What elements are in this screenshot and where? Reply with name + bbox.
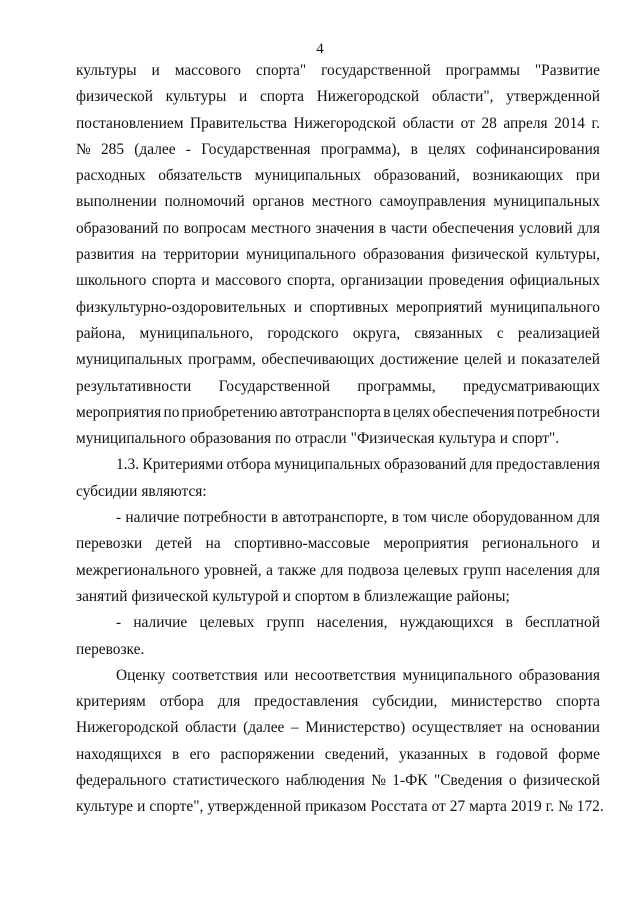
word: и	[293, 298, 302, 316]
word: Министерство)	[305, 719, 406, 737]
word: городского	[267, 324, 339, 342]
word: детей	[155, 535, 193, 553]
word: предоставления	[254, 693, 359, 711]
word: для	[217, 693, 241, 711]
text-line	[76, 794, 604, 820]
word: перевозке.	[76, 640, 145, 658]
word: –	[290, 719, 299, 737]
word: местного	[311, 193, 372, 211]
word: на	[205, 535, 221, 553]
text-line	[76, 715, 600, 741]
text-line	[76, 479, 600, 505]
word: целях	[428, 140, 466, 158]
word: муниципального,	[139, 324, 254, 342]
word: автотранспорта	[279, 403, 382, 421]
word: с	[496, 324, 504, 342]
word: и	[239, 88, 248, 106]
word: культуры,	[535, 246, 600, 264]
text-line	[76, 137, 600, 163]
word: культуры	[76, 62, 137, 79]
text-line	[76, 268, 600, 294]
word: -	[116, 614, 122, 632]
word: Правительства	[190, 114, 287, 132]
word: в	[171, 745, 180, 763]
word: спорта	[259, 88, 304, 106]
word: местного	[250, 219, 311, 237]
word: потребности	[183, 509, 267, 527]
word: спорта"	[255, 62, 307, 79]
word: физической	[76, 88, 153, 106]
text-line	[76, 426, 600, 452]
word: мероприятия	[76, 403, 162, 421]
word: массового	[174, 62, 241, 79]
word: Нижегородской	[316, 88, 420, 106]
word: целевых	[403, 561, 459, 579]
word: Нижегородской	[76, 719, 179, 737]
word: годовой	[496, 745, 548, 763]
word: и	[282, 587, 291, 605]
word: спортивных	[309, 298, 389, 316]
text-line	[76, 531, 600, 557]
text-line	[76, 637, 600, 663]
word: перевозки	[76, 535, 143, 553]
word: округа,	[352, 324, 401, 342]
word: нуждающихся	[399, 614, 494, 632]
text-line	[76, 400, 600, 426]
text-line	[76, 610, 600, 636]
word: района,	[76, 324, 126, 342]
word: по	[163, 403, 180, 421]
word: территории	[163, 246, 240, 264]
word: бесплатной	[525, 614, 600, 632]
word: и	[507, 351, 516, 369]
word: спорта	[555, 693, 600, 711]
word: являются:	[141, 482, 207, 500]
word: и	[151, 62, 160, 79]
text-line	[76, 374, 600, 400]
word: о	[508, 772, 517, 790]
word: критериям	[76, 693, 146, 711]
word: также	[277, 561, 317, 579]
word: (далее	[134, 140, 176, 158]
word: г.	[591, 114, 600, 132]
word: форме	[558, 745, 600, 763]
word: обеспечения	[432, 219, 515, 237]
text-line	[76, 347, 600, 373]
word: области	[185, 719, 237, 737]
word: районы;	[456, 587, 510, 605]
word: в	[383, 403, 391, 421]
text-line	[76, 558, 600, 584]
word: развития	[76, 246, 135, 264]
word: -	[116, 509, 122, 527]
word: межрегионального	[76, 561, 200, 579]
word: образования	[363, 246, 445, 264]
word: подвоза	[347, 561, 400, 579]
word: 1-ФК	[392, 772, 428, 790]
word: отбора	[159, 693, 204, 711]
word: 2019	[510, 798, 542, 816]
text-line	[76, 163, 600, 189]
text-line	[76, 216, 600, 242]
word: его	[189, 745, 211, 763]
word: регионального	[482, 535, 579, 553]
word: осуществляет	[411, 719, 503, 737]
word: постановлением	[76, 114, 184, 132]
text-line	[76, 742, 600, 768]
word: Нижегородской	[293, 114, 396, 132]
text-line	[76, 84, 600, 110]
text-line	[76, 452, 600, 478]
word: спортом	[294, 587, 349, 605]
word: статистического	[172, 772, 280, 790]
text-line	[76, 584, 600, 610]
word: в	[391, 509, 399, 527]
word: полномочий	[164, 193, 245, 211]
word: автотранспорте,	[282, 509, 388, 527]
word: распоряжении	[220, 745, 315, 763]
document-body	[76, 58, 604, 821]
word: находящихся	[76, 745, 162, 763]
word: групп	[266, 614, 305, 632]
word: №	[371, 772, 386, 790]
word: 1.3.	[116, 456, 140, 474]
word: муниципальных	[76, 351, 183, 369]
word: физической	[523, 772, 600, 790]
word: муниципального	[490, 298, 600, 316]
word: и	[201, 272, 210, 290]
page-number: 4	[316, 41, 324, 57]
word: населения	[505, 561, 573, 579]
word: государственной	[321, 62, 431, 79]
word: близлежащие	[364, 587, 453, 605]
word: спорт".	[511, 430, 560, 448]
word: 285	[100, 140, 125, 158]
text-line	[76, 242, 600, 268]
word: "Развитие	[534, 62, 600, 79]
word: занятий	[76, 587, 128, 605]
word: и	[499, 430, 508, 448]
word: муниципального	[246, 246, 356, 264]
word: показателей	[521, 351, 600, 369]
word: образований	[76, 219, 159, 237]
word: числе	[431, 509, 469, 527]
word: от	[460, 114, 475, 132]
word: приказом	[305, 798, 367, 816]
word: проведения	[428, 272, 505, 290]
text-line	[76, 663, 600, 689]
word: культура	[438, 430, 496, 448]
word: образований,	[373, 167, 460, 185]
word: отрасли	[294, 430, 347, 448]
text-line	[76, 689, 600, 715]
word: для	[577, 561, 600, 579]
word: в	[478, 745, 486, 763]
word: культурой	[212, 587, 279, 605]
text-line	[76, 768, 600, 794]
word: результативности	[76, 377, 192, 395]
word: массового	[215, 272, 282, 290]
word: образований	[384, 456, 467, 474]
word: Государственной	[218, 377, 331, 395]
word: а	[266, 561, 274, 579]
word: физкультурно-оздоровительных	[76, 298, 287, 316]
word: утвержденной	[207, 798, 302, 816]
word: наличие	[133, 614, 188, 632]
text-line	[76, 189, 600, 215]
word: в	[410, 140, 418, 158]
word: наблюдения	[285, 772, 365, 790]
word: по	[163, 219, 179, 237]
word: программа),	[320, 140, 401, 158]
word: отбора	[226, 456, 271, 474]
word: предусматривающих	[462, 377, 600, 395]
word: официальных	[509, 272, 600, 290]
word: групп	[463, 561, 502, 579]
word: расходных	[76, 167, 146, 185]
word: целевых	[199, 614, 255, 632]
word: №	[558, 798, 573, 816]
word: или	[264, 666, 289, 684]
word: образования	[518, 666, 600, 684]
word: населения,	[316, 614, 388, 632]
word: по	[275, 430, 291, 448]
word: области	[402, 114, 455, 132]
word: на	[141, 246, 157, 264]
word: №	[76, 140, 91, 158]
text-line	[76, 295, 600, 321]
word: области",	[431, 88, 494, 106]
word: Критериями	[142, 456, 224, 474]
word: наличие	[125, 509, 180, 527]
word: субсидии,	[372, 693, 438, 711]
word: 172.	[576, 798, 604, 816]
text-line	[76, 321, 600, 347]
word: потребности	[516, 403, 600, 421]
word: несоответствия	[294, 666, 397, 684]
word: физической	[131, 587, 209, 605]
word: муниципальных	[254, 167, 362, 185]
word: муниципальных	[493, 193, 600, 211]
text-line	[76, 58, 600, 84]
word: мероприятий	[396, 298, 483, 316]
word: Росстата	[370, 798, 428, 816]
word: муниципального	[402, 666, 513, 684]
word: при	[575, 167, 600, 185]
word: приобретению	[181, 403, 278, 421]
word: реализацией	[517, 324, 600, 342]
word: 28	[481, 114, 497, 132]
word: для	[577, 509, 600, 527]
word: спорте",	[149, 798, 204, 816]
word: для	[577, 219, 600, 237]
word: органов	[252, 193, 305, 211]
word: спорта,	[286, 272, 335, 290]
word: школьного	[76, 272, 147, 290]
word: в	[270, 509, 279, 527]
word: предоставления	[495, 456, 600, 474]
word: связанных	[414, 324, 483, 342]
word: муниципального	[76, 430, 186, 448]
word: том	[403, 509, 427, 527]
word: части	[390, 219, 428, 237]
word: обязательств	[158, 167, 243, 185]
word: достижение	[380, 351, 459, 369]
word: мероприятия	[383, 535, 469, 553]
word: министерство	[451, 693, 543, 711]
word: значения	[315, 219, 375, 237]
word: спорта	[151, 272, 196, 290]
word: Оценку	[116, 666, 166, 684]
word: для	[320, 561, 344, 579]
word: софинансирования	[475, 140, 600, 158]
word: муниципальных	[274, 456, 381, 474]
word: образования	[189, 430, 272, 448]
word: (далее	[243, 719, 285, 737]
word: вопросам	[183, 219, 247, 237]
word: марта	[469, 798, 507, 816]
word: программы	[445, 62, 520, 79]
word: выполнении	[76, 193, 157, 211]
word: уровней,	[204, 561, 262, 579]
word: "Физическая	[350, 430, 435, 448]
text-line	[76, 505, 600, 531]
text-line	[76, 111, 600, 137]
word: для	[469, 456, 493, 474]
word: в	[505, 614, 513, 632]
word: на	[508, 719, 524, 737]
word: целей	[463, 351, 502, 369]
word: основании	[530, 719, 600, 737]
word: в	[352, 587, 361, 605]
word: 2014	[554, 114, 585, 132]
word: обеспечения	[432, 403, 515, 421]
word: культуре	[76, 798, 134, 816]
word: соответствия	[171, 666, 258, 684]
word: от	[431, 798, 446, 816]
word: программы,	[357, 377, 436, 395]
word: и	[137, 798, 146, 816]
word: возникающих	[472, 167, 564, 185]
word: -	[185, 140, 191, 158]
word: "Сведения	[433, 772, 503, 790]
word: обеспечивающих	[261, 351, 375, 369]
word: Государственная	[201, 140, 311, 158]
word: сведений,	[324, 745, 389, 763]
word: и	[591, 535, 600, 553]
word: программ,	[188, 351, 256, 369]
word: культуры	[165, 88, 227, 106]
word: указанных	[398, 745, 469, 763]
word: спортивно-массовые	[234, 535, 370, 553]
word: условий	[518, 219, 573, 237]
word: организации	[340, 272, 423, 290]
word: 27	[449, 798, 466, 816]
word: целях	[392, 403, 431, 421]
word: федерального	[76, 772, 167, 790]
word: апреля	[503, 114, 548, 132]
word: самоуправления	[379, 193, 486, 211]
word: г.	[545, 798, 555, 816]
word: в	[379, 219, 387, 237]
word: оборудованном	[472, 509, 574, 527]
word: утвержденной	[506, 88, 600, 106]
word: субсидии	[76, 482, 138, 500]
word: физической	[451, 246, 529, 264]
